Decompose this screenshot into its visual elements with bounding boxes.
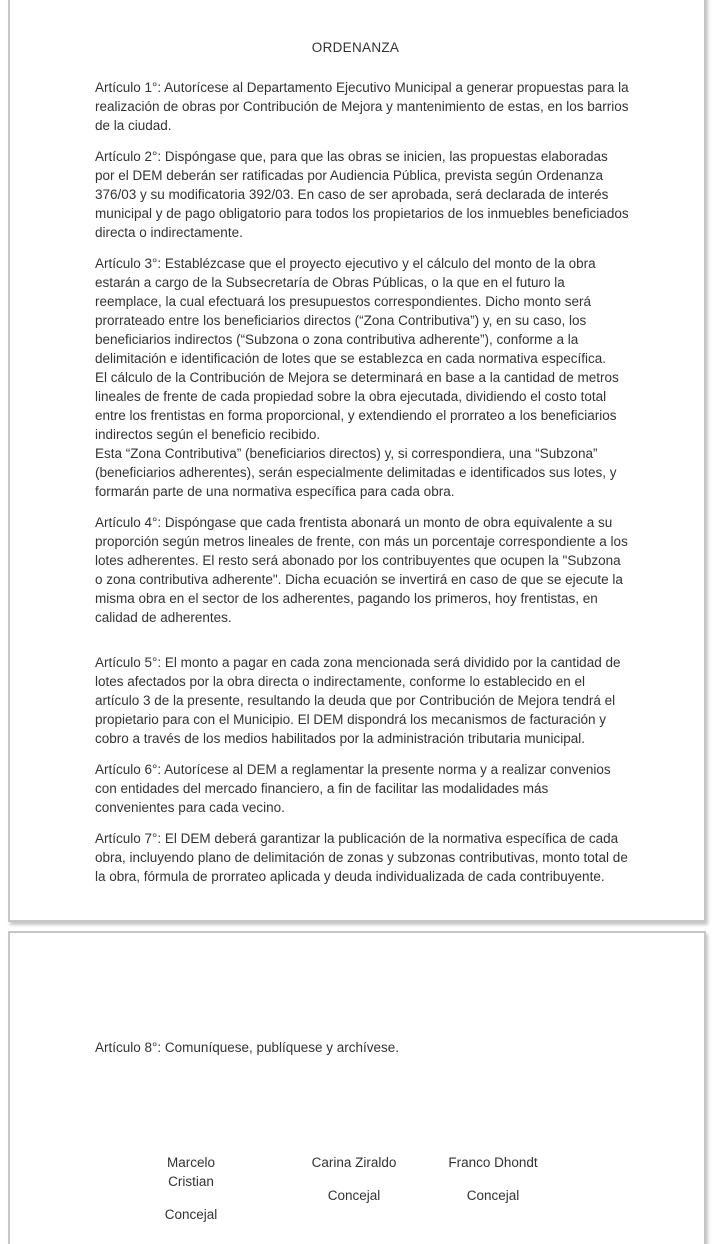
signature-name: Marcelo Cristian [166,1155,215,1189]
article-paragraph: Artículo 1°: Autorícese al Departamento Ejecutivo Municipal a generar propuestas para la realización de obras por Contribución de Mejora y mantenimiento de estas, en los barrios de la ciudad. [95,80,633,133]
page-1 [8,0,706,922]
page-2-articles [95,1038,630,1057]
signatures-row [95,1153,630,1224]
signature-role: Concejal [466,1188,520,1203]
signature-name: Carina Ziraldo [311,1155,397,1170]
article-paragraph: Artículo 5°: El monto a pagar en cada zona mencionada será dividido por la cantidad de lotes afectados por la obra directa o indirectamente, conforme lo establecido en el artículo 3 de la presente, resultando la deuda que por Contribución de Mejora tendrá el propietario para con el Municipio. El DEM dispondrá los mecanismos de facturación y cobro a través de los medios habilitados por la administración tributaria municipal. [95,655,625,746]
article-paragraph: Esta “Zona Contributiva” (beneficiarios directos) y, si correspondiera, una “Subzona” (beneficiarios adherentes), serán especialmente delimitadas e identificados sus lotes, y formarán parte de una normativa específica para cada obra. [95,446,621,499]
signature-block [308,1153,400,1224]
article-paragraph: Artículo 3°: Establézcase que el proyecto ejecutivo y el cálculo del monto de la obra estarán a cargo de la Subsecretaría de Obras Públicas, o la que en el futuro la reemplace, la cual efectuará los presupuestos correspondientes. Dicho monto será prorrateado entre los beneficiarios directos (“Zona Contributiva”) y, en su caso, los beneficiarios indirectos (“Subzona o zona contributiva adherente”), conforme a la delimitación e identificación de lotes que se establezca en cada normativa específica. [95,256,607,366]
article-paragraph: Artículo 6°: Autorícese al DEM a reglamentar la presente norma y a realizar convenios con entidades del mercado financiero, a fin de facilitar las modalidades más convenientes para cada vecino. [95,762,615,815]
page-2 [8,931,706,1244]
page-1-articles [95,78,633,886]
article-paragraph: Artículo 4°: Dispóngase que cada frentista abonará un monto de obra equivalente a su proporción según metros lineales de frente, con más un porcentaje correspondiente a los lotes adherentes. El resto será abonado por los contribuyentes que ocupen la "Subzona o zona contributiva adherente". Dicha ecuación se invertirá en caso de que se ejecute la misma obra en el sector de los adherentes, pagando los primeros, hoy frentistas, en calidad de adherentes. [95,515,632,625]
article-paragraph: El cálculo de la Contribución de Mejora se determinará en base a la cantidad de metros lineales de frente de cada propiedad sobre la obra ejecutada, dividiendo el costo total entre los frentistas en forma proporcional, y extendiendo el prorrateo a los beneficiarios indirectos según el beneficio recibido. [95,370,623,442]
article-paragraph: Artículo 7°: El DEM deberá garantizar la publicación de la normativa específica de cada obra, incluyendo plano de delimitación de zonas y subzonas contributivas, monto total de la obra, fórmula de prorrateo aplicada y deuda individualizada de cada contribuyente. [95,831,632,884]
document-title: ORDENANZA [311,40,400,55]
article-paragraph: Artículo 2°: Dispóngase que, para que las obras se inicien, las propuestas elaboradas por el DEM deberán ser ratificadas por Audiencia Pública, prevista según Ordenanza 376/03 y su modificatoria 392/03. En caso de ser aprobada, será declarada de interés municipal y de pago obligatorio para todos los propietarios de los inmuebles beneficiados directa o indirectamente. [95,149,633,240]
signature-block [143,1153,239,1224]
signature-name: Franco Dhondt [448,1155,538,1170]
signature-role: Concejal [164,1207,218,1222]
signature-block [448,1153,538,1224]
article-paragraph: Artículo 8°: Comuníquese, publíquese y archívese. [95,1040,400,1055]
signature-role: Concejal [327,1188,381,1203]
